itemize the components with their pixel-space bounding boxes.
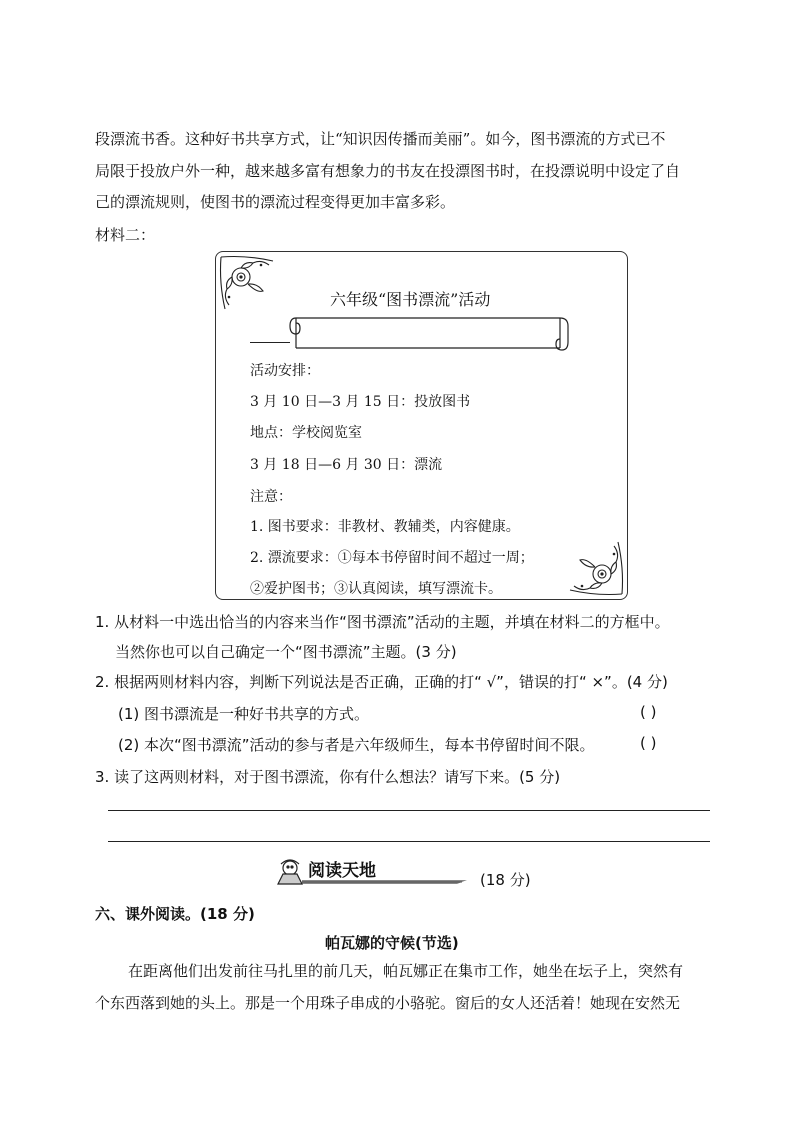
activity-line-2: 3 月 10 日—3 月 15 日：投放图书 <box>250 394 471 410</box>
story-line-2: 个东西落到她的头上。那是一个用珠子串成的小骆驼。窗后的女人还活着！她现在安然无 <box>95 994 681 1012</box>
reading-banner <box>272 856 472 890</box>
theme-scroll-blank-icon <box>288 314 573 354</box>
activity-title: 六年级“图书漂流”活动 <box>330 290 491 309</box>
answer-line-2[interactable] <box>108 841 710 842</box>
question-2-item-1: (1) 图书漂流是一种好书共享的方式。 <box>118 705 370 723</box>
answer-bracket-1[interactable]: ( ) <box>640 703 657 721</box>
question-2-item-2: (2) 本次“图书漂流”活动的参与者是六年级师生，每本书停留时间不限。 <box>118 736 595 754</box>
question-1-line-1: 1. 从材料一中选出恰当的内容来当作“图书漂流”活动的主题，并填在材料二的方框中。 <box>95 613 670 631</box>
activity-line-6: 1. 图书要求：非教材、教辅类，内容健康。 <box>250 519 520 535</box>
question-2: 2. 根据两则材料内容，判断下列说法是否正确，正确的打“ √”，错误的打“ ×”。(4 分) <box>95 673 668 691</box>
activity-line-7: 2. 漂流要求：①每本书停留时间不超过一周； <box>250 550 534 566</box>
activity-line-5: 注意： <box>250 489 292 505</box>
reading-mascot-icon <box>278 860 302 884</box>
activity-line-8: ②爱护图书；③认真阅读，填写漂流卡。 <box>250 581 502 597</box>
activity-line-4: 3 月 18 日—6 月 30 日：漂流 <box>250 457 443 473</box>
question-1-line-2: 当然你也可以自己确定一个“图书漂流”主题。(3 分) <box>115 643 457 661</box>
story-title: 帕瓦娜的守候(节选) <box>325 934 459 952</box>
scroll-lead-line <box>250 342 290 343</box>
section-title: 六、课外阅读。(18 分) <box>95 905 255 923</box>
material-two-label: 材料二： <box>95 226 156 244</box>
material-one-line-2: 局限于投放户外一种，越来越多富有想象力的书友在投漂图书时，在投漂说明中设定了自 <box>95 162 681 180</box>
floral-corner-top-left-icon <box>217 253 277 313</box>
activity-line-1: 活动安排： <box>250 363 320 379</box>
story-line-1: 在距离他们出发前往马扎里的前几天，帕瓦娜正在集市工作，她坐在坛子上，突然有 <box>128 962 684 980</box>
question-3: 3. 读了这两则材料，对于图书漂流，你有什么想法？请写下来。(5 分) <box>95 768 561 786</box>
material-one-line-1: 段漂流书香。这种好书共享方式，让“知识因传播而美丽”。如今，图书漂流的方式已不 <box>95 130 666 148</box>
material-one-line-3: 己的漂流规则，使图书的漂流过程变得更加丰富多彩。 <box>95 193 456 211</box>
floral-corner-bottom-right-icon <box>566 538 626 598</box>
answer-bracket-2[interactable]: ( ) <box>640 734 657 752</box>
activity-line-3: 地点：学校阅览室 <box>250 425 362 441</box>
banner-score: (18 分) <box>480 871 531 889</box>
banner-text: 阅读天地 <box>308 861 376 881</box>
answer-line-1[interactable] <box>108 810 710 811</box>
